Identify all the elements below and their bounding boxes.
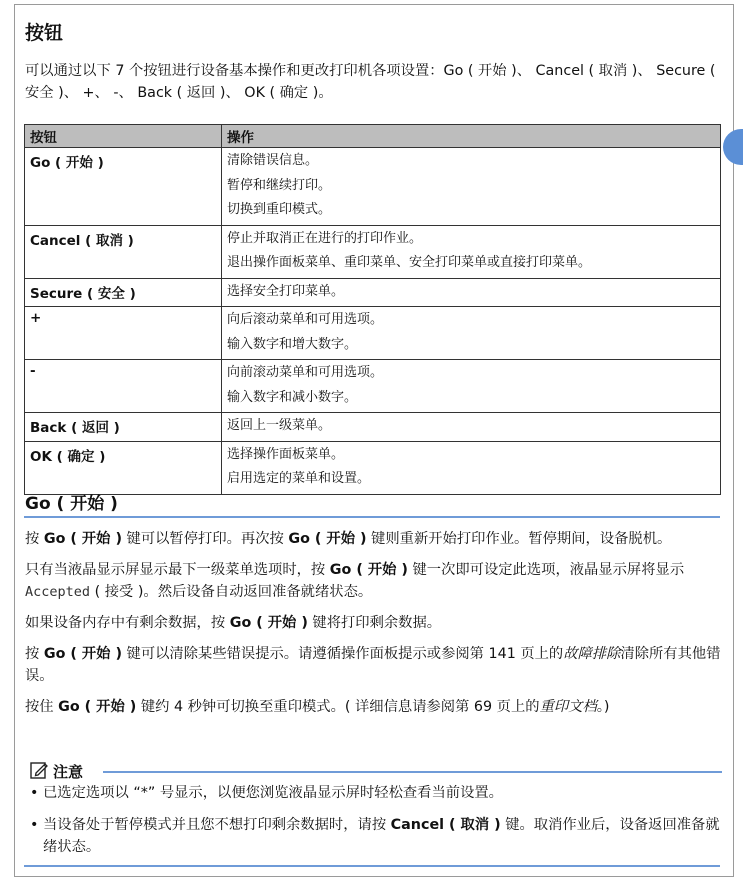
op-item: 输入数字和增大数字。 [227, 336, 358, 352]
section-title: 按钮 [25, 22, 64, 44]
row-key: Back ( 返回 ) [25, 413, 222, 442]
table-row [25, 360, 721, 413]
row-ops [222, 413, 721, 442]
row-key: + [25, 307, 222, 360]
op-item: 清除错误信息。 [227, 153, 319, 168]
note-divider [103, 771, 722, 773]
row-ops [222, 307, 721, 360]
reprint-link[interactable]: 重印文档 [539, 699, 597, 715]
section-divider [24, 516, 720, 518]
intro-paragraph: 可以通过以下 7 个按钮进行设备基本操作和更改打印机各项设置：Go ( 开始 )、 Cancel ( 取消 )、 Secure ( 安全 )、 +、 -、 Back ( 返回 )、 OK ( 确定 )。 [25, 63, 716, 101]
chapter-tab [723, 129, 743, 165]
note-item: • 当设备处于暂停模式并且您不想打印剩余数据时，请按 Cancel ( 取消 ) 键。取消作业后，设备返回准备就绪状态。 [25, 814, 722, 858]
header-operation: 操作 [222, 125, 721, 148]
op-item: 停止并取消正在进行的打印作业。 [227, 230, 423, 246]
paragraph: 如果设备内存中有剩余数据，按 Go ( 开始 ) 键将打印剩余数据。 [25, 615, 442, 631]
row-key: - [25, 360, 222, 413]
note-pencil-icon [30, 761, 49, 784]
table-row [25, 441, 721, 494]
op-item: 输入数字和减小数字。 [227, 389, 358, 405]
op-item: 暂停和继续打印。 [227, 177, 332, 193]
paragraph: 只有当液晶显示屏显示最下一级菜单选项时，按 Go ( 开始 ) 键一次即可设定此选项，液晶显示屏将显示 Accepted ( 接受 )。然后设备自动返回准备就绪状态。 [25, 562, 685, 600]
bottom-divider [24, 865, 720, 867]
table-row [25, 278, 721, 307]
row-key: Secure ( 安全 ) [25, 278, 222, 307]
lcd-message: Accepted [25, 584, 91, 600]
paragraph: 按住 Go ( 开始 ) 键约 4 秒钟可切换至重印模式。( 详细信息请参阅第 69 页上的重印文档。) [25, 699, 610, 715]
go-section-body [25, 528, 725, 727]
row-ops [222, 441, 721, 494]
header-button: 按钮 [25, 125, 222, 148]
op-item: 启用选定的菜单和设置。 [227, 471, 371, 486]
row-ops [222, 225, 721, 278]
op-item: 返回上一级菜单。 [227, 418, 332, 433]
note-list [25, 782, 722, 868]
row-ops [222, 278, 721, 307]
row-ops [222, 360, 721, 413]
note-item: • 已选定选项以 “*” 号显示，以便您浏览液晶显示屏时轻松查看当前设置。 [25, 782, 722, 804]
op-item: 选择安全打印菜单。 [227, 283, 345, 299]
note-label: 注意 [53, 763, 84, 781]
op-item: 向前滚动菜单和可用选项。 [227, 365, 384, 380]
table-header-row [25, 125, 721, 148]
table-row [25, 148, 721, 226]
button-table [24, 124, 721, 495]
op-item: 选择操作面板菜单。 [227, 446, 345, 462]
paragraph: 按 Go ( 开始 ) 键可以清除某些错误提示。请遵循操作面板提示或参阅第 141 页上的故障排除清除所有其他错误。 [25, 646, 721, 684]
note-header [25, 760, 722, 782]
row-ops [222, 148, 721, 226]
row-key: Go ( 开始 ) [25, 148, 222, 226]
table-row [25, 307, 721, 360]
row-key: OK ( 确定 ) [25, 441, 222, 494]
table-row [25, 413, 721, 442]
paragraph: 按 Go ( 开始 ) 键可以暂停打印。再次按 Go ( 开始 ) 键则重新开始打印作业。暂停期间，设备脱机。 [25, 531, 672, 547]
op-item: 切换到重印模式。 [227, 202, 332, 217]
troubleshooting-link[interactable]: 故障排除 [563, 646, 621, 662]
table-row [25, 225, 721, 278]
row-key: Cancel ( 取消 ) [25, 225, 222, 278]
op-item: 退出操作面板菜单、重印菜单、安全打印菜单或直接打印菜单。 [227, 255, 592, 270]
go-section-title: Go ( 开始 ) [25, 494, 118, 514]
op-item: 向后滚动菜单和可用选项。 [227, 312, 384, 327]
